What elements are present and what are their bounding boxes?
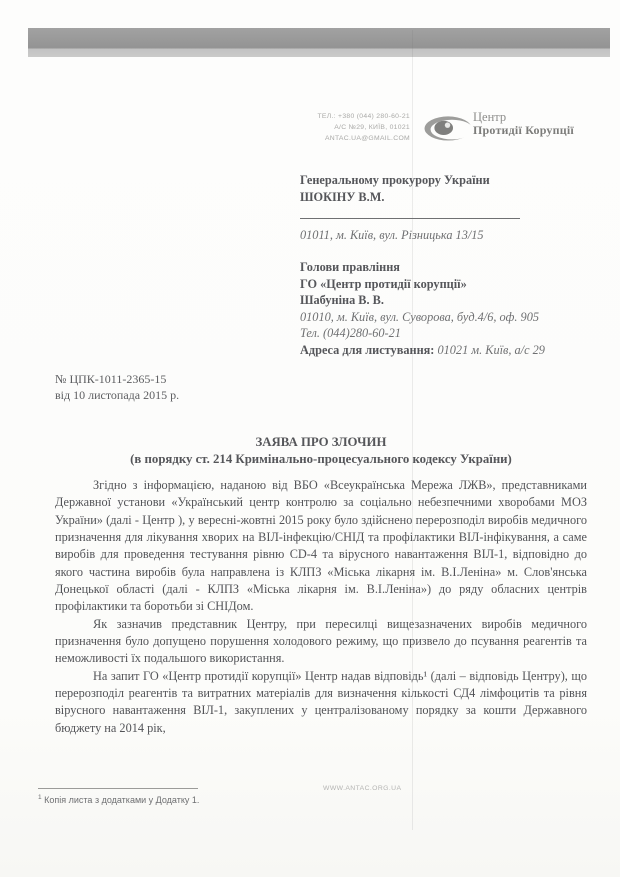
reference-date: від 10 листопада 2015 р.	[55, 387, 180, 402]
footnote-marker: 1	[38, 794, 42, 801]
recipient-name: ШОКІНУ В.М.	[300, 189, 385, 204]
reference-number: № ЦПК-1011-2365-15	[55, 372, 167, 386]
mailing-address-value: 01021 м. Київ, а/с 29	[437, 342, 545, 357]
document-title	[55, 434, 587, 468]
sender-name: Шабуніна В. В.	[300, 293, 384, 307]
footnote-text: Копія листа з додатками у Додатку 1.	[44, 795, 200, 805]
logo-line1: Центр	[473, 110, 507, 124]
sender-org: ГО «Центр протидії корупції»	[300, 276, 467, 291]
reference-block	[55, 372, 179, 403]
sender-position: Голови правління	[300, 260, 400, 274]
footer-website: WWW.ANTAC.ORG.UA	[323, 785, 402, 792]
sender-address: 01010, м. Київ, вул. Суворова, буд.4/6, оф. 905	[300, 309, 539, 324]
sender-block	[300, 259, 600, 358]
letterhead-email: ANTAC.UA@GMAIL.COM	[324, 135, 410, 142]
mailing-address-label: Адреса для листування:	[300, 342, 435, 357]
footnote	[38, 794, 338, 805]
header-gray-bar	[28, 28, 610, 57]
recipient-rule	[300, 218, 520, 219]
title-line2: (в порядку ст. 214 Кримінально-процесуального кодексу України)	[130, 452, 512, 466]
letterhead-phone: ТЕЛ.: +380 (044) 280-60-21	[317, 113, 410, 120]
document-body	[55, 477, 587, 737]
letterhead-contact	[285, 111, 410, 144]
body-paragraph: Як зазначив представник Центру, при пересилці вищезазначених виробів медичного призначення було допущено порушення холодового режиму, що призвело до псування реагентів та неможливості їх подальшого використання.	[55, 616, 587, 666]
body-paragraph: Згідно з інформацією, наданою від ВБО «Всеукраїнська Мережа ЛЖВ», представниками Державної установи «Український центр контролю за соціально небезпечними хворобами МОЗ України» (далі - Центр ), у вересні-жовтні 2015 року було здійснено перерозподіл виробів медичного призначення для лікування хворих на ВІЛ-інфекцію/СНІД та профілактики ВІЛ-інфікування, а саме виробів для проведення тестування рівню CD-4 та вірусного навантаження ВІЛ-1, відповідно до якого частина виробів була направлена із КЛПЗ «Міська лікарня ім. В.І.Леніна» м. Слов'янська Донецької області (далі - КЛПЗ «Міська лікарня ім. В.І.Леніна») до ряду обласних центрів профілактики та боротьби зі СНІДом.	[55, 478, 587, 614]
body-paragraph: На запит ГО «Центр протидії корупції» Центр надав відповідь¹ (далі – відповідь Центру), що перерозподіл реагентів та витратних матеріалів для визначення кількості СД4 лімфоцитів та рівня вірусного навантаження ВІЛ-1, закуплених у централізованому порядку за кошти Державного бюджету на 2014 рік,	[55, 668, 587, 735]
recipient-block	[300, 172, 600, 244]
recipient-position: Генеральному прокурору України	[300, 173, 490, 187]
logo-line2: Протидії Корупції	[473, 123, 574, 137]
antac-logo	[424, 104, 604, 154]
title-line1: ЗАЯВА ПРО ЗЛОЧИН	[255, 435, 387, 449]
logo-text	[473, 111, 574, 137]
sender-phone: Тел. (044)280-60-21	[300, 326, 401, 340]
sender-mailing-address	[300, 342, 600, 359]
footnote-separator	[38, 788, 198, 789]
letterhead-pobox: А/С №29, КИЇВ, 01021	[334, 124, 410, 131]
recipient-address: 01011, м. Київ, вул. Різницька 13/15	[300, 228, 484, 242]
